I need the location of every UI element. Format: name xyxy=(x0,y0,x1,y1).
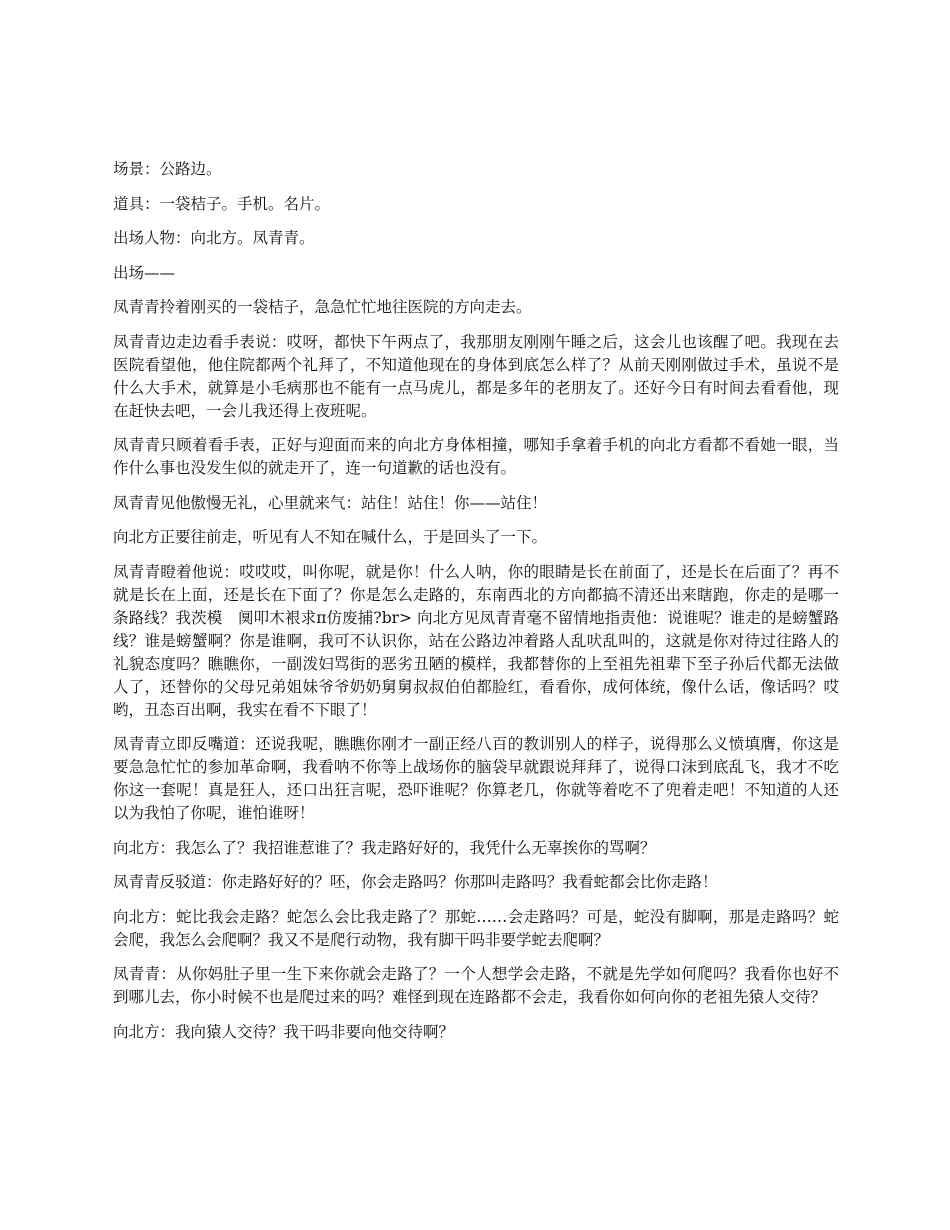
paragraph: 凤青青边走边看手表说：哎呀，都快下午两点了，我那朋友刚刚午睡之后，这会儿也该醒了吧。我现在去医院看望他，他住院都两个礼拜了，不知道他现在的身体到底怎么样了？从前天刚刚做过手术，虽说不是什么大手术，就算是小毛病那也不能有一点马虎儿，都是多年的老朋友了。还好今日有时间去看看他，现在赶快去吧，一会儿我还得上夜班呢。 xyxy=(113,332,839,420)
characters-line: 出场人物：向北方。凤青青。 xyxy=(113,229,315,247)
paragraph: 向北方：我怎么了？我招谁惹谁了？我走路好好的，我凭什么无辜挨你的骂啊？ xyxy=(113,838,656,857)
scene-line: 场景：公路边。 xyxy=(113,160,222,178)
paragraph: 向北方：我向猿人交待？我干吗非要向他交待啊？ xyxy=(113,1022,455,1041)
paragraph: 凤青青见他傲慢无礼，心里就来气：站住！站住！你——站住！ xyxy=(113,493,548,512)
paragraph: 凤青青瞪着他说：哎哎哎，叫你呢，就是你！什么人呐，你的眼睛是长在前面了，还是长在后面了？再不就是长在上面，还是长在下面了？你是怎么走路的，东南西北的方向都搞不清还出来瞎跑，你走的是哪一条路线？我茨模 阒叩木裉求π仿废捕?br> 向北方见凤青青毫不留情地指责他：说谁呢？谁走的是螃蟹路线？谁是螃蟹啊？你是谁啊，我可不认识你，站在公路边冲着路人乱吠乱叫的，这就是你对待过往路人的礼貌态度吗？瞧瞧你，一副泼妇骂街的恶劣丑陋的模样，我都替你的上至祖先祖辈下至子孙后代都无法做人了，还替你的父母兄弟姐妹爷爷奶奶舅舅叔叔伯伯都脸红，看看你，成何体统，像什么话，像话吗？哎哟，丑态百出啊，我实在看不下眼了！ xyxy=(113,562,839,719)
paragraph: 向北方正要往前走，听见有人不知在喊什么，于是回头了一下。 xyxy=(113,528,548,546)
paragraph: 凤青青拎着刚买的一袋桔子，急急忙忙地往医院的方向走去。 xyxy=(113,298,532,316)
paragraph: 凤青青立即反嘴道：还说我呢，瞧瞧你刚才一副正经八百的教训别人的样子，说得那么义愤填膺，你这是要急急忙忙的参加革命啊，我看呐不你等上战场你的脑袋早就跟说拜拜了，说得口沫到底乱飞，我才不吃你这一套呢！真是狂人，还口出狂言呢，恐吓谁呢？你算老几，你就等着吃不了兜着走吧！不知道的人还以为我怕了你呢，谁怕谁呀！ xyxy=(113,735,839,822)
document-body xyxy=(113,158,839,1055)
paragraph: 凤青青只顾着看手表，正好与迎面而来的向北方身体相撞，哪知手拿着手机的向北方看都不看她一眼，当作什么事也没发生似的就走开了，连一句道歉的话也没有。 xyxy=(113,436,839,477)
props-line: 道具：一袋桔子。手机。名片。 xyxy=(113,194,331,213)
entrance-line: 出场—— xyxy=(113,263,176,282)
paragraph: 向北方：蛇比我会走路？蛇怎么会比我走路了？那蛇……会走路吗？可是，蛇没有脚啊，那是走路吗？蛇会爬，我怎么会爬啊？我又不是爬行动物，我有脚干吗非要学蛇去爬啊？ xyxy=(113,907,839,949)
paragraph: 凤青青反驳道：你走路好好的？呸，你会走路吗？你那叫走路吗？我看蛇都会比你走路！ xyxy=(113,873,718,891)
paragraph: 凤青青：从你妈肚子里一生下来你就会走路了？一个人想学会走路，不就是先学如何爬吗？我看你也好不到哪儿去，你小时候不也是爬过来的吗？难怪到现在连路都不会走，我看你如何向你的老祖先猿人交待？ xyxy=(113,965,839,1006)
